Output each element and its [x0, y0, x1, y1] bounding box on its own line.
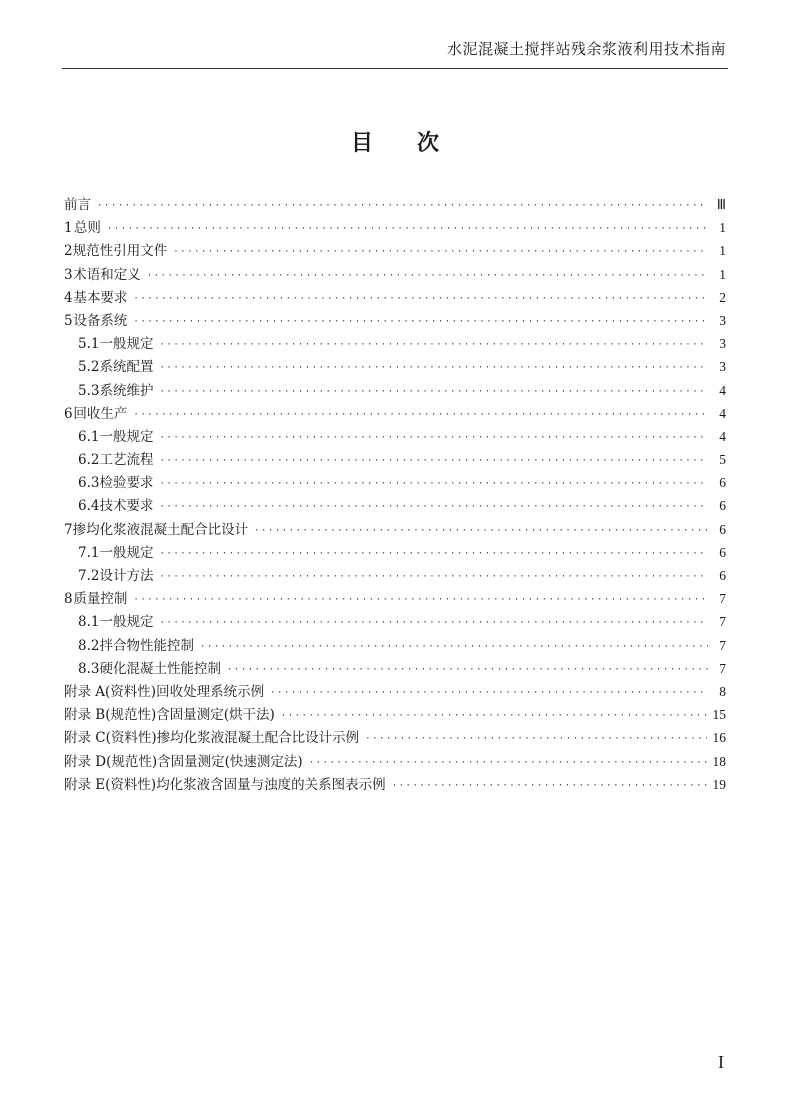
toc-entry[interactable]: [64, 471, 726, 494]
dot-leader: [159, 357, 708, 380]
dot-leader: [147, 265, 708, 288]
toc-entry-number: 8: [64, 591, 73, 608]
running-header: 水泥混凝土搅拌站残余浆液利用技术指南: [446, 40, 726, 58]
toc-entry-label: 回收生产: [73, 405, 128, 422]
appendix-page: 19: [712, 776, 726, 792]
toc-entry-page: 5: [719, 452, 726, 468]
toc-entry-number: 6.2: [78, 452, 100, 469]
appendix-tag: 附录 D(规范性): [64, 753, 158, 770]
toc-entry[interactable]: [64, 332, 726, 355]
toc-entry-label: 掺均化浆液混凝土配合比设计: [72, 521, 249, 538]
toc-entry[interactable]: [64, 587, 726, 610]
toc-entry-number: 6.3: [78, 475, 100, 492]
appendix-page: 18: [712, 753, 726, 769]
toc-entry-page: 1: [719, 266, 726, 282]
appendix-title: 含固量测定(快速测定法): [157, 753, 303, 770]
dot-leader: [133, 589, 708, 612]
dot-leader: [159, 334, 708, 357]
dot-leader: [159, 543, 708, 566]
toc-entry-label: 系统维护: [99, 382, 154, 399]
toc-entry-label: 工艺流程: [99, 452, 154, 469]
toc-entry[interactable]: [64, 402, 726, 425]
appendix-page: 8: [719, 683, 726, 699]
appendix-tag: 附录 E(资料性): [64, 776, 157, 793]
toc-entry-label: 基本要求: [73, 289, 128, 306]
toc-entry-page: 4: [719, 405, 726, 421]
toc-entry-label: 总则: [73, 220, 101, 237]
toc-entry[interactable]: [64, 610, 726, 633]
dot-leader: [365, 728, 706, 751]
toc-entry-number: 3: [64, 266, 73, 283]
toc-entry-number: 7.2: [78, 568, 100, 584]
toc-entry[interactable]: [64, 193, 726, 216]
dot-leader: [159, 496, 708, 519]
dot-leader: [133, 311, 708, 334]
dot-leader: [173, 241, 708, 264]
toc-entry[interactable]: [64, 494, 726, 517]
dot-leader: [281, 705, 707, 728]
toc-entry[interactable]: [64, 518, 726, 541]
toc-entry-page: 3: [719, 359, 726, 375]
toc-entry-page: 6: [719, 521, 726, 537]
appendix-title: 均化浆液含固量与浊度的关系图表示例: [156, 776, 386, 793]
toc-entry-page: 7: [719, 591, 726, 607]
toc-entry-number: 5.3: [78, 382, 100, 399]
toc-appendix-entry[interactable]: [64, 726, 726, 749]
toc-entry-page: 4: [719, 382, 726, 398]
toc-entry-page: 1: [719, 220, 726, 236]
toc-entry-page: Ⅲ: [716, 197, 726, 212]
toc-entry-page: 7: [719, 637, 726, 653]
appendix-tag: 附录 C(资料性): [64, 730, 157, 747]
toc-entry-number: 5.1: [78, 336, 100, 353]
toc-entry-label: 一般规定: [99, 544, 154, 561]
appendix-tag: 附录 B(规范性): [64, 707, 157, 724]
dot-leader: [159, 566, 708, 589]
dot-leader: [270, 682, 708, 705]
dot-leader: [159, 427, 708, 450]
header-rule: [62, 68, 728, 69]
dot-leader: [392, 775, 707, 798]
toc-entry-label: 一般规定: [99, 428, 154, 445]
toc-entry-number: 4: [64, 289, 73, 306]
appendix-page: 15: [712, 707, 726, 723]
toc-entry[interactable]: [64, 309, 726, 332]
dot-leader: [227, 659, 708, 682]
toc-appendix-entry[interactable]: [64, 703, 726, 726]
toc-entry-page: 6: [719, 544, 726, 560]
toc-entry-label: 设备系统: [73, 312, 128, 329]
dot-leader: [159, 450, 708, 473]
toc-title: [0, 126, 790, 157]
appendix-page: 16: [712, 730, 726, 746]
toc-entry-number: 5: [64, 312, 73, 329]
toc-entry-number: 8.3: [78, 660, 100, 677]
toc-entry-label: 前言: [64, 197, 91, 213]
toc-entry-number: 1: [64, 220, 73, 237]
toc-entry-label: 系统配置: [99, 359, 154, 376]
toc-entry-number: 6.1: [78, 428, 100, 445]
dot-leader: [159, 473, 708, 496]
toc-entry-page: 6: [719, 475, 726, 491]
toc-entry-page: 2: [719, 289, 726, 305]
toc-entry[interactable]: [64, 634, 726, 657]
toc-entry[interactable]: [64, 425, 726, 448]
toc-entry[interactable]: [64, 355, 726, 378]
toc-entry-label: 规范性引用文件: [72, 243, 168, 260]
toc-entry-page: 7: [719, 660, 726, 676]
toc-appendix-entry[interactable]: [64, 773, 726, 796]
toc-entry-label: 一般规定: [99, 614, 154, 631]
appendix-title: 掺均化浆液混凝土配合比设计示例: [156, 730, 360, 747]
toc-entry[interactable]: [64, 216, 726, 239]
toc-entry[interactable]: [64, 657, 726, 680]
toc-entry-page: 4: [719, 428, 726, 444]
toc-entry-number: 6: [64, 405, 73, 422]
toc-entry[interactable]: [64, 263, 726, 286]
toc-appendix-entry[interactable]: [64, 750, 726, 773]
dot-leader: [107, 218, 708, 241]
toc-entry-page: 6: [719, 568, 726, 583]
dot-leader: [133, 288, 708, 311]
toc-entry-label: 质量控制: [73, 591, 128, 608]
toc-entry[interactable]: [64, 448, 726, 471]
toc-entry[interactable]: [64, 239, 726, 262]
toc-entry-page: 3: [719, 336, 726, 352]
toc-title-right: 次: [417, 130, 440, 156]
toc-entry-number: 6.4: [78, 498, 100, 515]
toc-title-left: 目: [350, 130, 373, 156]
dot-leader: [97, 195, 708, 218]
toc-entry-number: 2: [64, 243, 73, 260]
dot-leader: [133, 404, 708, 427]
dot-leader: [159, 612, 708, 635]
toc-entry[interactable]: [64, 564, 726, 587]
toc-entry-number: 7: [64, 521, 73, 538]
dot-leader: [309, 752, 707, 775]
appendix-tag: 附录 A(资料性): [64, 683, 157, 700]
toc-entry-number: 8.1: [78, 614, 100, 631]
table-of-contents: [64, 193, 726, 796]
toc-entry-page: 7: [719, 614, 726, 630]
toc-entry-number: 8.2: [78, 637, 100, 654]
appendix-title: 回收处理系统示例: [156, 683, 265, 700]
toc-entry-number: 7.1: [78, 544, 100, 561]
toc-appendix-entry[interactable]: [64, 680, 726, 703]
toc-entry[interactable]: [64, 541, 726, 564]
toc-entry-label: 拌合物性能控制: [99, 637, 194, 654]
dot-leader: [254, 520, 708, 543]
toc-entry-label: 技术要求: [99, 498, 154, 515]
toc-entry-label: 硬化混凝土性能控制: [99, 660, 221, 677]
page-number: I: [718, 1052, 724, 1072]
toc-entry-label: 术语和定义: [73, 266, 141, 283]
toc-entry-page: 3: [719, 312, 726, 328]
dot-leader: [159, 381, 708, 404]
toc-entry-page: 1: [719, 243, 726, 259]
dot-leader: [200, 636, 708, 659]
toc-entry-page: 6: [719, 498, 726, 514]
toc-entry[interactable]: [64, 379, 726, 402]
appendix-title: 含固量测定(烘干法): [156, 707, 275, 724]
toc-entry-label: 设计方法: [99, 568, 154, 584]
toc-entry-label: 检验要求: [99, 475, 154, 492]
toc-entry[interactable]: [64, 286, 726, 309]
toc-entry-number: 5.2: [78, 359, 100, 376]
toc-entry-label: 一般规定: [99, 336, 154, 353]
